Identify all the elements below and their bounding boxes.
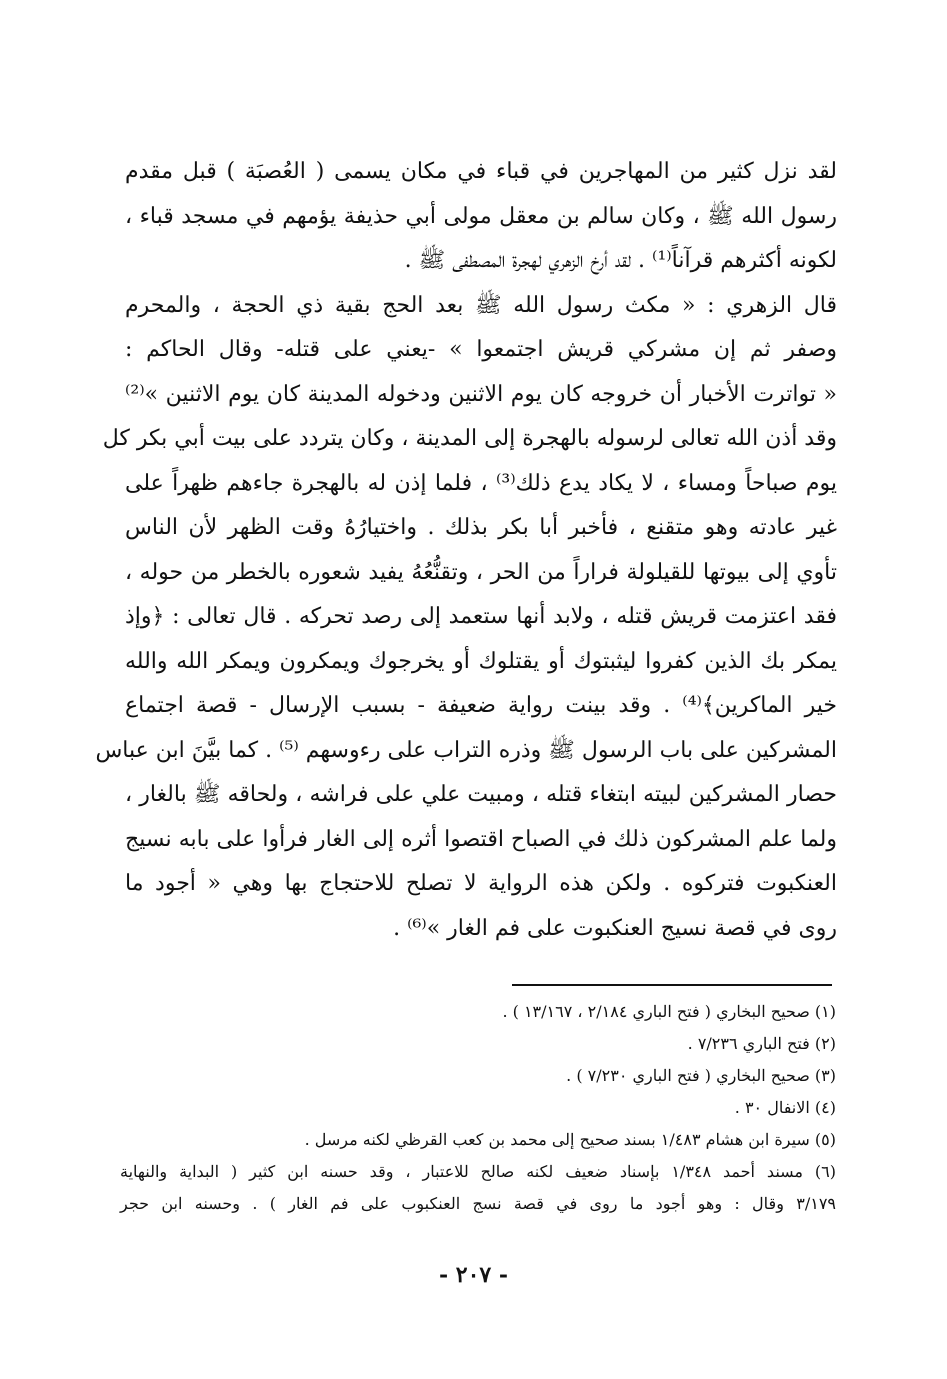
text-line: روى في قصة نسيج العنكبوت على فم الغار »⁽⁶⁾ . [393, 915, 837, 941]
text-line: فقد اعتزمت قريش قتله ، ولابد أنها ستعمد إلى رصد تحركه . قال تعالى : ﴿وإذ [125, 604, 837, 629]
main-text [95, 150, 838, 951]
text-line: المشركين على باب الرسول ﷺ وذره التراب على رءوسهم ⁽⁵⁾ . كما بيَّنَ ابن عباس [95, 737, 837, 763]
text-line: حصار المشركين لبيته ابتغاء قتله ، ومبيت علي على فراشه ، ولحاقه ﷺ بالغار ، [125, 782, 837, 807]
text-line: لقد نزل كثير من المهاجرين في قباء في مكان يسمى ( العُصبَة ) قبل مقدم [125, 159, 837, 184]
text-line: رسول الله ﷺ ، وكان سالم بن معقل مولى أبي حذيفة يؤمهم في مسجد قباء ، [125, 203, 837, 229]
footnote-item: (٢) فتح الباري ٧/٢٣٦ . [687, 1034, 836, 1053]
text-line: يمكر بك الذين كفروا ليثبتوك أو يقتلوك أو يخرجوك ويمكرون ويمكر الله والله [125, 648, 837, 674]
text-line: « تواترت الأخبار أن خروجه كان يوم الاثنين ودخوله المدينة كان يوم الاثنين »⁽²⁾ [125, 381, 837, 407]
text-line: غير عادته وهو متقنع ، فأخبر أبا بكر بذلك . واختيارُهُ وقت الظهر لأن الناس [125, 515, 837, 540]
footnote-item: (١) صحيح البخاري ( فتح الباري ٢/١٨٤ ، ١٣/١٦٧ ) . [502, 1002, 836, 1021]
text-line: لكونه أكثرهم قرآناً⁽¹⁾ . لقد أرخ الزهري لهجرة المصطفى ﷺ . [404, 248, 837, 273]
footnote-divider [512, 984, 832, 986]
page-number: - ٢٠٧ - [438, 1262, 509, 1288]
text-line: وقد أذن الله تعالى لرسوله بالهجرة إلى المدينة ، وكان يتردد على بيت أبي بكر كل [102, 426, 837, 451]
footnote-item: (٣) صحيح البخاري ( فتح الباري ٧/٢٣٠ ) . [566, 1066, 836, 1085]
text-line: يوم صباحاً ومساء ، لا يكاد يدع ذلك⁽³⁾ ، فلما إذن له بالهجرة جاءهم ظهراً على [125, 470, 838, 496]
text-line: وصفر ثم إن مشركي قريش اجتمعوا » -يعني على قتله- وقال الحاكم : [125, 337, 837, 362]
text-line: تأوي إلى بيوتها للقيلولة فراراً من الحر ، وتقنُّعُهُ يفيد شعوره بالخطر من حوله ، [125, 559, 837, 585]
footnote-item: (٦) مسند أحمد ١/٣٤٨ بإسناد ضعيف لكنه صالح للاعتبار ، وقد حسنه ابن كثير ( البداية والنهاية [120, 1162, 836, 1181]
footnote-continuation: ٣/١٧٩ وقال : وهو أجود ما روى في قصة نسج العنكبوب على فم الغار ) . وحسنه ابن حجر [120, 1194, 836, 1213]
text-line: العنكبوت فتركوه . ولكن هذه الرواية لا تصلح للاحتجاج بها وهي « أجود ما [125, 871, 837, 896]
text-line: ولما علم المشركون ذلك في الصباح اقتصوا أثره إلى الغار فرأوا على بابه نسيج [125, 826, 837, 852]
footnote-item: (٤) الانفال ٣٠ . [734, 1098, 836, 1117]
text-line: قال الزهري : « مكث رسول الله ﷺ بعد الحج بقية ذي الحجة ، والمحرم [125, 292, 837, 318]
text-line: خير الماكرين﴾⁽⁴⁾ . وقد بينت رواية ضعيفة - بسبب الإرسال - قصة اجتماع [125, 693, 837, 718]
footnote-item: (٥) سيرة ابن هشام ١/٤٨٣ بسند صحيح إلى محمد بن كعب القرظي لكنه مرسل . [304, 1130, 836, 1149]
footnotes-list [120, 996, 836, 1220]
